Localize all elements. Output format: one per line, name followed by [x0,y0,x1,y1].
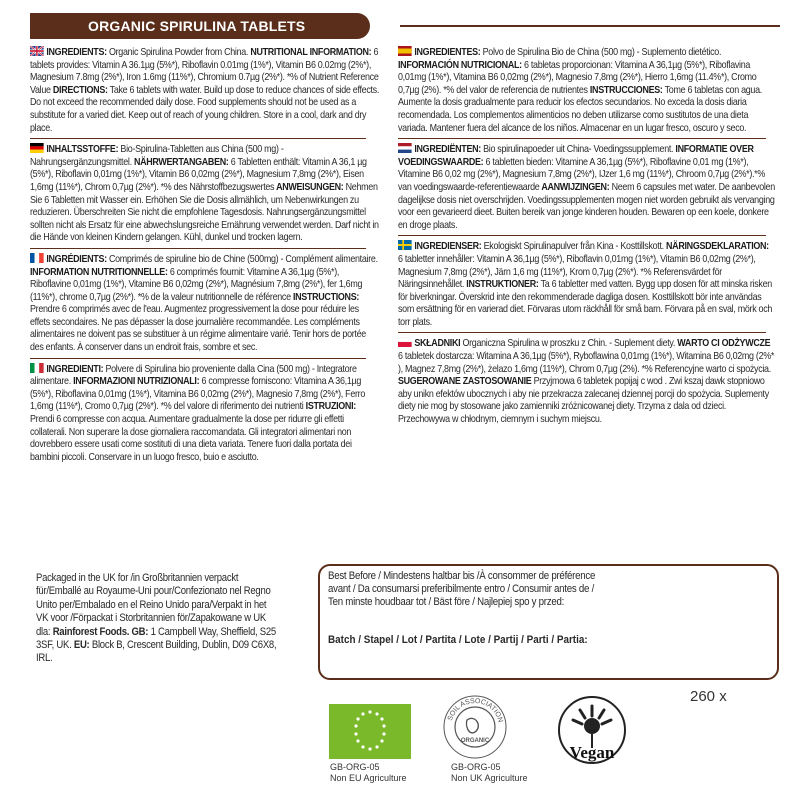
section-heading: INGRÉDIENTS: [46,253,107,265]
section-text: 6 tablets provides: Vitamin A 36.1µg (5%*), Riboflavin 0.01mg (1%*), Vitamin B6 0.02mg (2%*), Magnesium 7.8mg (2%*), Iron 1.6mg (11%*), Chromium 0.7µg (2%*). *% of Nutrient Reference Value [30,47,379,96]
divider [30,358,366,359]
flag-fr-icon [30,253,44,263]
packaging-info [36,572,279,666]
vegan-text: Vegan [569,743,615,762]
section-text: Bio spirulinapoeder uit China- Voedingssupplement. [480,144,674,156]
section-text: Neem 6 capsules met water. De aanbevolen dagelijkse dosis niet overschrijden. Voedingssupplementen mogen niet worden gebruikt als vervanging voor een gevarieerd dieet. Buiten bereik van jonge kinderen houden. Bewaren op een koele, donkere en droge plaats. [398,181,775,231]
eu-organic-caption [330,762,407,784]
section-fr [30,253,379,355]
section-heading: ANWEISUNGEN: [274,181,344,193]
section-heading: NUTRITIONAL INFORMATION: [248,47,372,58]
section-text: Polvere di Spirulina bio proveniente dalla Cina (500 mg) - Integratore alimentare. [30,363,357,388]
section-text: Take 6 tablets with water. Build up dose to reduce chances of side effects. Do not exceed the recommended daily dose. Food supplements should not be used as a substitute for a varied diet. Keep out of reach of young children. Store in a cool, dark and dry place. [30,84,380,134]
vegan-sunflower-icon [554,696,630,776]
section-sv [398,240,775,329]
section-heading: INFORMAZIONI NUTRIZIONALI: [70,376,200,388]
section-nl [398,143,775,232]
left-column [30,46,380,464]
section-es [398,46,775,135]
section-heading: INSTRUKTIONER: [464,279,539,291]
section-text: Ta 6 tabletter med vatten. Bygg upp dosen för att minska risken för biverkningar. Överskrid inte den rekommenderade dagliga dosen. Kosttillskott bör inte användas som ersättning för en varierad diet. Förvaras utom räckhåll för små barn. Förvara på en sval, mörk och torr plats. [398,279,773,328]
right-column [398,46,776,427]
section-heading: INFORMATIE OVER VOEDINGSWAARDE: [398,144,754,168]
divider [398,235,766,236]
section-de [30,143,379,245]
section-text: Nehmen Sie 6 Tabletten mit Wasser ein. Erhöhen Sie die Dosis allmählich, um Nebenwirkungen zu reduzieren. Überschreiten Sie nicht die empfohlene Tagesdosis. Nahrungsergänzungsmittel sollten nicht als Ersatz für eine abwechslungsreiche Ernährung verwendet werden. Darf nicht in die Hände von kleinen Kindern gelangen. Kühl, dunkel und trocken lagern. [30,181,379,244]
section-text: Polvo de Spirulina Bio de China (500 mg) - Suplemento dietético. [480,47,722,58]
section-text: Prendi 6 compresse con acqua. Aumentare gradualmente la dose per ridurre gli effetti collaterali. Non superare la dose giornaliera raccomandata. Gli integratori alimentari non dovrebbero essere usati come sostituti di una dieta variata. Tenere fuori dalla portata dei bambini piccoli. Conservare in un luogo fresco, buio e asciutto. [30,414,352,463]
section-heading: DIRECTIONS: [50,84,108,96]
soil-center-text: ORGANIC [460,738,490,744]
section-heading: INFORMACIÓN NUTRICIONAL: [398,59,522,71]
flag-nl-icon [398,143,412,153]
divider [30,138,366,139]
section-heading: AANWIJZINGEN: [539,181,610,193]
flag-de-icon [30,143,44,153]
product-title-bar [30,13,370,39]
flag-es-icon [398,46,412,56]
section-heading: INHALTSSTOFFE: [46,144,119,156]
section-text: 6 tabletter innehåller: Vitamin A 36,1µg (5%*), Riboflavin 0,01mg (1%*), Vitamin B6 0,02mg (2%*), Magnesium 7,8mg (2%*), Järn 1,6 mg (11%*), Krom 0,7µg (2%*). *% Referensvärdet för Näringsinnehållet. [398,253,756,291]
section-heading: INFORMATION NUTRITIONNELLE: [30,266,168,278]
section-heading: INGREDIENTES: [414,47,481,58]
section-it [30,363,379,465]
section-heading: ISTRUZIONI: [303,401,356,413]
soil-code: GB-ORG-05 [451,762,501,772]
top-divider [400,25,780,27]
eu-organic-code: GB-ORG-05 [330,762,380,772]
section-heading: INSTRUCCIONES: [587,84,663,96]
soil-ring-text: SOIL ASSOCIATION [446,697,504,724]
section-pl [398,337,775,426]
soil-note: Non UK Agriculture [451,773,528,783]
gb-address: 1 Campbell Way, Sheffield, S25 3SF, UK. [36,625,276,652]
section-en [30,46,379,135]
section-text: Prendre 6 comprimés avec de l'eau. Augmentez progressivement la dose pour réduire les effets secondaires. Ne pas dépasser la dose journalière recommandée. Les compléments alimentaires ne doivent pas se substituer à un régime alimentaire varié. Tenir hors de portée des enfants. À conserver dans un endroit frais, sombre et sec. [30,304,366,354]
flag-sv-icon [398,240,412,250]
section-heading: WARTO CI ODŻYWCZE [675,338,771,350]
section-heading: INGREDIËNTEN: [414,144,481,156]
section-text: Bio-Spirulina-Tabletten aus China (500 mg) - Nahrungsergänzungsmittel. [30,144,284,168]
section-text: 6 tabletas proporcionan: Vitamina A 36,1µg (5%*), Riboflavina 0,01mg (1%*), Vitamina B6 0,02mg (2%*), Magnesio 7,8mg (2%*), Hierro 1,6mg (11.4%*), Cromo 0,7µg (2%). *% del valor de referencia de nutrientes [398,59,757,96]
best-before-label: Best Before / Mindestens haltbar bis /À consommer de préférence avant / Da consumarsi preferibilmente entro / Consumir antes de / Ten minste houdbaar tot / Bäst före / Najlepiej spo y przed: [328,570,596,608]
eu-address: Block B, Crescent Building, Dublin, D09 C6X8, IRL. [36,639,277,665]
eu-organic-logo [329,704,411,759]
flag-en-icon [30,46,44,56]
section-heading: NÄRINGSDEKLARATION: [663,241,769,253]
section-heading: INSTRUCTIONS: [290,291,360,303]
soil-association-logo [442,694,508,760]
section-text: Tome 6 tabletas con agua. Aumente la dosis gradualmente para reducir los efectos secundarios. No exceda la dosis diaria recomendada. Los complementos alimenticios no deben utilizarse como sustitutos de una dieta variada. Mantener fuera del alcance de los niños. Almacenar en un lugar fresco, oscuro y seco. [398,84,762,134]
gb-label: GB: [131,625,149,638]
section-heading: INGREDIENTI: [46,363,104,375]
company-name: Rainforest Foods. [52,625,130,638]
product-title: ORGANIC SPIRULINA TABLETS [88,18,306,34]
divider [30,248,366,249]
eu-organic-note: Non EU Agriculture [330,773,407,783]
section-text: 6 compresse forniscono: Vitamina A 36,1µg (5%*), Riboflavina 0,01mg (1%*), Vitamina B6 0,02mg (2%*), Magnesio 7,8mg (2%*), Ferro 1,6mg (11%*), Cromo 0,7µg (2%*). *% del valore di riferimento dei nutrienti [30,376,366,413]
section-text: Ekologiskt Spirulinapulver från Kina - Kosttillskott. [481,241,664,253]
section-text: 6 tabletten bieden: Vitamine A 36,1µg (5%*), Riboflavine 0,01 mg (1%*), Vitamine B6 0,02 mg (2%*), Magnesium 7,8mg (2%*), IJzer 1,6 mg (11%*), Chroom 0,7µg (2%*).*% van voedingswaarde-referentiewaarde [398,156,765,193]
section-text: Comprimés de spiruline bio de Chine (500mg) - Complément alimentaire. [106,253,378,265]
section-heading: INGREDIENTS: [46,47,107,58]
flag-it-icon [30,363,44,373]
section-heading: INGREDIENSER: [414,241,482,253]
divider [398,332,766,333]
packaging-intro: Packaged in the UK for /in Großbritannien verpackt für/Emballé au Royaume-Uni pour/Confezionato nel Regno Unito per/Embalado en el Reino Unido para/Verpakt in het VK voor /Förpackat i Storbritannien för/Zapakowane w UK dla: [36,572,271,638]
vegan-logo [554,696,630,776]
flag-pl-icon [398,337,412,347]
section-heading: NÄHRWERTANGABEN: [131,156,229,168]
section-heading: SKŁADNIKI [414,338,461,350]
eu-leaf-icon [329,704,411,759]
batch-label: Batch / Stapel / Lot / Partita / Lote / Partij / Parti / Partia: [328,634,588,646]
section-text: Organiczna Spirulina w proszku z Chin. - Suplement diety. [460,338,676,350]
divider [398,138,766,139]
soil-caption [451,762,528,784]
eu-label: EU: [73,639,90,652]
soil-association-icon [442,694,508,760]
section-text: Przyjmowa 6 tabletek popijaj c wod . Zwi kszaj dawk stopniowo aby unikn efektów ubocznych i aby nie przekracza zalecanej dziennej porcji do spożycia. Suplementy diety nie mog by stosowane jako zamienniki zróżnicowanej diety. Trzyma z dala od dzieci. Przechowywa w chłodnym, ciemnym i suchym miejscu. [398,376,769,426]
section-text: 6 comprimés fournit: Vitamine A 36,1µg (5%*), Riboflavine 0,01mg (1%*), Vitamine B6 0,02mg (2%*), Magnésium 7,8mg (2%*), fer 1,6mg (11%*), chrome 0,7µg (2%*). *% de la valeur nutritionnelle de référence [30,266,363,303]
weight-label: 260 x [690,688,727,705]
section-text: 6 tabletek dostarcza: Witamina A 36,1µg (5%*), Ryboflawina 0,01mg (1%*), Witamina B6 0,02mg (2%* ), Magnez 7,8mg (2%*), żelazo 1,6mg (11%*), Chrom 0,7µg (2%). *% Referencyjne warto ci spożycia. [398,351,775,375]
section-heading: SUGEROWANE ZASTOSOWANIE [398,376,532,388]
section-text: Organic Spirulina Powder from China. [106,47,249,58]
section-text: 6 Tabletten enthält: Vitamin A 36,1 µg (5%*), Riboflavin 0,01mg (1%*), Vitamin B6 0,02mg (2%*), Magnesium 7,8mg (2%*), Eisen 1,6mg (11%*), Chrom 0,7µg (2%*). *% des Nährstoffbezugswertes [30,156,367,193]
